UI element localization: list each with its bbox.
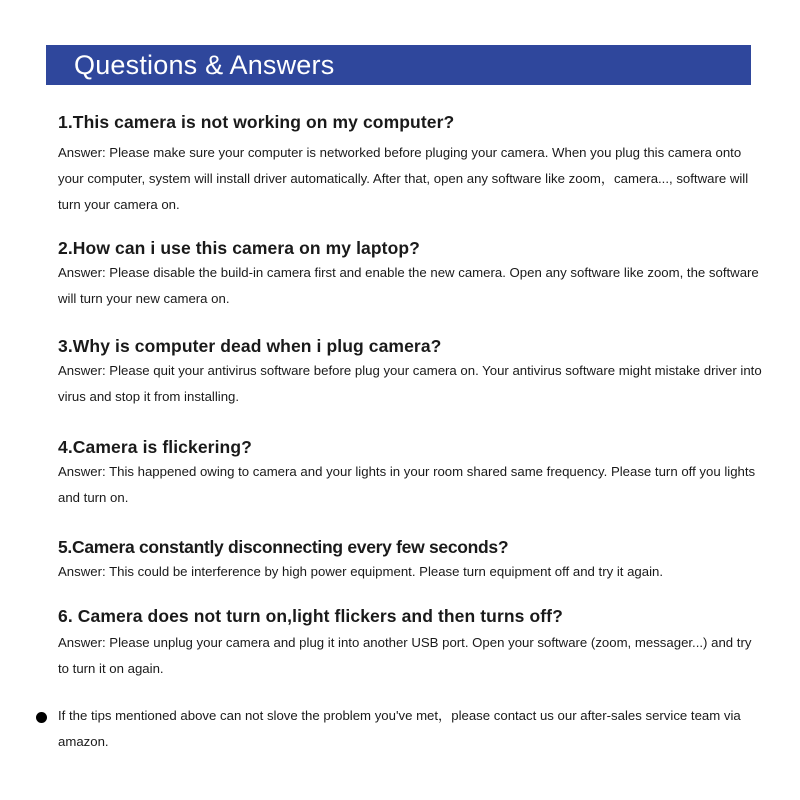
faq-answer-5: Answer: This could be interference by high power equipment. Please turn equipment off and try it again. (58, 564, 664, 579)
faq-item-1 (58, 110, 763, 218)
bullet-dot-icon (36, 712, 47, 723)
page-title: Questions & Answers (74, 50, 335, 80)
after-sales-note: If the tips mentioned above can not slove the problem you've met，please contact us our after-sales service team via amazon. (58, 708, 741, 749)
faq-question-2: 2.How can i use this camera on my laptop? (58, 238, 420, 258)
faq-question-1: 1.This camera is not working on my computer? (58, 112, 455, 132)
faq-answer-3: Answer: Please quit your antivirus software before plug your camera on. Your antivirus software might mistake driver into virus and stop it from installing. (58, 363, 762, 404)
faq-item-6 (58, 604, 763, 682)
header-banner (46, 45, 751, 85)
faq-item-3 (58, 334, 763, 410)
faq-answer-6: Answer: Please unplug your camera and plug it into another USB port. Open your software (zoom, messager...) and try to turn it on again. (58, 635, 752, 676)
faq-item-5 (58, 535, 763, 585)
faq-question-3: 3.Why is computer dead when i plug camera? (58, 336, 442, 356)
faq-answer-1: Answer: Please make sure your computer is networked before pluging your camera. When you plug this camera onto your computer, system will install driver automatically. After that, open any software like zoom，camera..., software will turn your camera on. (58, 145, 749, 212)
faq-question-5: 5.Camera constantly disconnecting every few seconds? (58, 537, 509, 557)
faq-question-6: 6. Camera does not turn on,light flickers and then turns off? (58, 606, 563, 626)
faq-answer-2: Answer: Please disable the build-in camera first and enable the new camera. Open any software like zoom, the software will turn your new camera on. (58, 265, 759, 306)
faq-question-4: 4.Camera is flickering? (58, 437, 252, 457)
faq-item-2 (58, 236, 763, 312)
faq-item-4 (58, 435, 763, 511)
faq-answer-4: Answer: This happened owing to camera and your lights in your room shared same frequency. Please turn off you lights and turn on. (58, 464, 756, 505)
